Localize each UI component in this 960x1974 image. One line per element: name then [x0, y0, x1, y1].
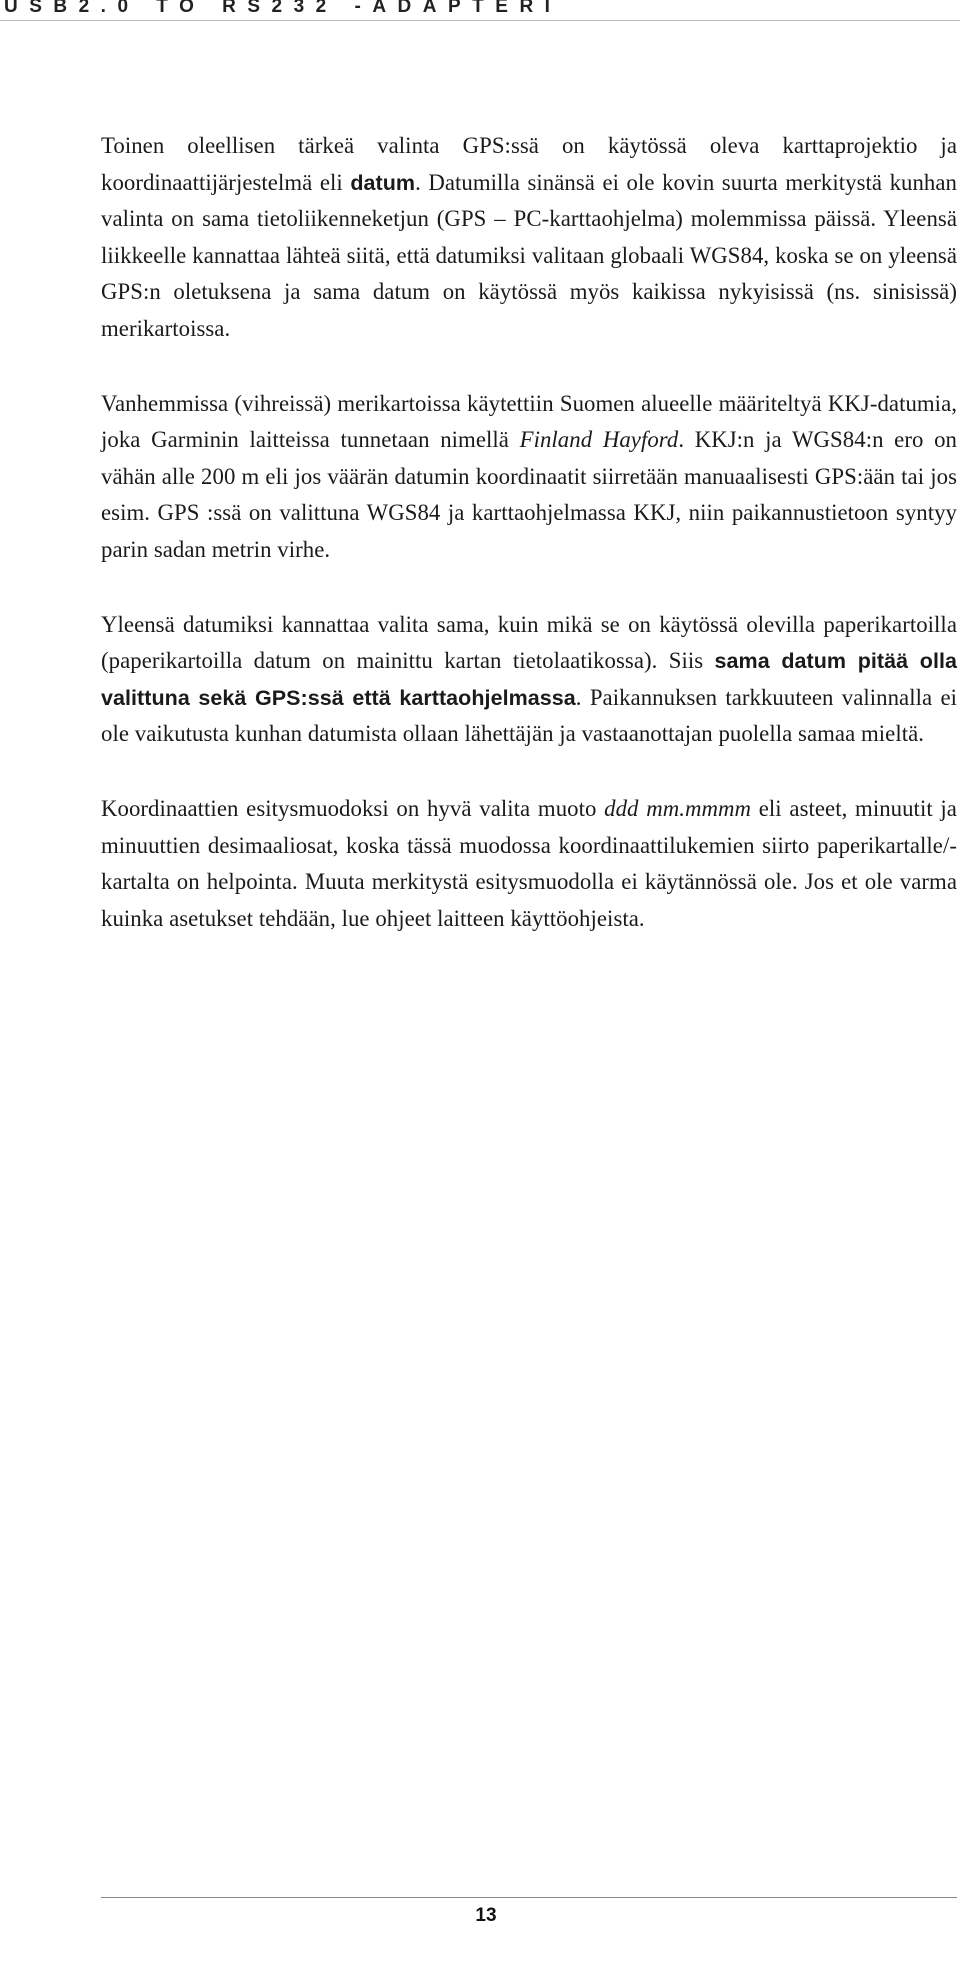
bold-emphasis-same-datum: sama datum pitää olla valittuna sekä GPS:ssä että karttaohjelmassa: [101, 649, 957, 710]
bold-term-datum: datum: [350, 170, 416, 195]
paragraph-same-datum: [101, 607, 957, 753]
paragraph-kkj-datum: [101, 386, 957, 569]
text-segment: Toinen oleellisen tärkeä valinta GPS:ssä on käytössä oleva karttaprojektio ja koordinaattijärjestelmä eli: [101, 133, 957, 195]
paragraph-coordinate-format: [101, 791, 957, 937]
page-number: 13: [475, 1905, 497, 1926]
page-header: [0, 0, 960, 18]
document-title: USB2.0 TO RS232 -ADAPTERI: [4, 0, 562, 17]
text-segment: . Paikannuksen tarkkuuteen valinnalla ei ole vaikutusta kunhan datumista ollaan lähettäjän ja vastaanottajan puolella samaa mieltä.: [101, 684, 957, 747]
italic-term-finland-hayford: Finland Hayford: [519, 427, 679, 453]
text-segment: Yleensä datumiksi kannattaa valita sama, kuin mikä se on käytössä olevilla paperikartoilla (paperikartoilla datum on mainittu kartan tietolaatikossa). Siis: [101, 611, 957, 674]
text-segment: eli asteet, minuutit ja minuuttien desimaaliosat, koska tässä muodossa koordinaattilukemien siirto paperikartalle/-kartalta on helpointa. Muuta merkitystä esitysmuodolla ei käytännössä ole. Jos et ole varma kuinka asetukset tehdään, lue ohjeet laitteen käyttöohjeista.: [101, 795, 957, 931]
paragraph-datum-intro: [101, 128, 957, 348]
text-segment: Koordinaattien esitysmuodoksi on hyvä valita muoto: [101, 795, 605, 821]
italic-term-coordinate-format: ddd mm.mmmm: [604, 795, 752, 821]
text-segment: Vanhemmissa (vihreissä) merikartoissa käytettiin Suomen alueelle määriteltyä KKJ-datumia, joka Garminin laitteissa tunnetaan nimellä: [101, 390, 957, 453]
document-body: [101, 128, 957, 937]
header-divider: [0, 20, 960, 21]
text-segment: . KKJ:n ja WGS84:n ero on vähän alle 200 m eli jos väärän datumin koordinaatit siirretään manuaalisesti GPS:ään tai jos esim. GPS :ssä on valittuna WGS84 ja karttaohjelmassa KKJ, niin paikannustietoon syntyy parin sadan metrin virhe.: [101, 427, 958, 562]
text-segment: . Datumilla sinänsä ei ole kovin suurta merkitystä kunhan valinta on sama tietoliikenneketjun (GPS – PC-karttaohjelma) molemmissa päissä. Yleensä liikkeelle kannattaa lähteä siitä, että datumiksi valitaan globaali WGS84, koska se on yleensä GPS:n oletuksena ja sama datum on käytössä myös kaikissa nykyisissä (ns. sinisissä) merikartoissa.: [101, 169, 958, 341]
footer-divider: [101, 1897, 957, 1898]
